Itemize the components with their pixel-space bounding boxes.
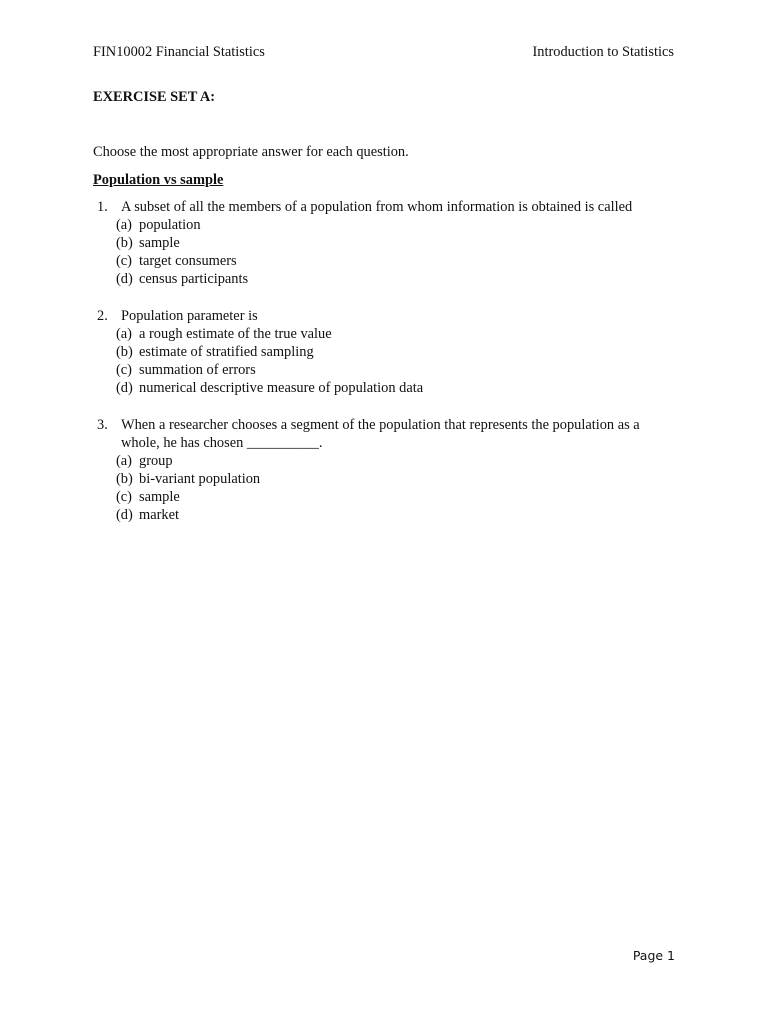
answer-options [116,216,682,288]
option-letter: (c) [116,362,132,378]
answer-option-a [116,452,682,470]
option-letter: (c) [116,253,132,269]
question-2 [97,307,682,397]
answer-option-d [116,506,682,524]
option-letter: (d) [116,271,133,287]
option-letter: (b) [116,471,133,487]
option-text: sample [139,489,180,505]
instructions-text: Choose the most appropriate answer for each question. [93,144,409,160]
exercise-title: EXERCISE SET A: [93,89,216,105]
answer-option-b [116,470,682,488]
answer-option-a [116,216,682,234]
answer-option-d [116,379,682,397]
option-text: numerical descriptive measure of population data [139,380,424,396]
question-number: 3. [97,417,108,433]
option-letter: (c) [116,489,132,505]
option-text: census participants [139,271,249,287]
option-text: group [139,453,173,469]
question-text: Population parameter is [121,308,258,324]
option-text: sample [139,235,180,251]
option-text: estimate of stratified sampling [139,344,314,360]
option-text: summation of errors [139,362,256,378]
option-text: population [139,217,201,233]
option-text: market [139,507,179,523]
answer-options [116,325,682,397]
answer-option-b [116,234,682,252]
question-1 [97,198,682,288]
answer-options [116,452,682,524]
header-topic-title: Introduction to Statistics [532,44,674,60]
option-letter: (a) [116,326,132,342]
answer-option-b [116,343,682,361]
option-letter: (a) [116,453,132,469]
answer-option-d [116,270,682,288]
answer-option-a [116,325,682,343]
section-heading: Population vs sample [93,172,224,188]
option-text: bi-variant population [139,471,261,487]
question-text: A subset of all the members of a population from whom information is obtained is called [121,199,633,215]
answer-option-c [116,488,682,506]
question-number: 1. [97,199,108,215]
page-number: Page 1 [632,948,675,963]
answer-option-c [116,361,682,379]
option-letter: (b) [116,235,133,251]
question-text: When a researcher chooses a segment of the population that represents the population as a whole, he has chosen __________. [121,417,640,451]
question-3 [97,416,682,524]
option-letter: (d) [116,507,133,523]
question-number: 2. [97,308,108,324]
option-letter: (d) [116,380,133,396]
option-letter: (b) [116,344,133,360]
option-letter: (a) [116,217,132,233]
option-text: target consumers [139,253,237,269]
header-course-title: FIN10002 Financial Statistics [93,44,265,60]
answer-option-c [116,252,682,270]
option-text: a rough estimate of the true value [139,326,332,342]
